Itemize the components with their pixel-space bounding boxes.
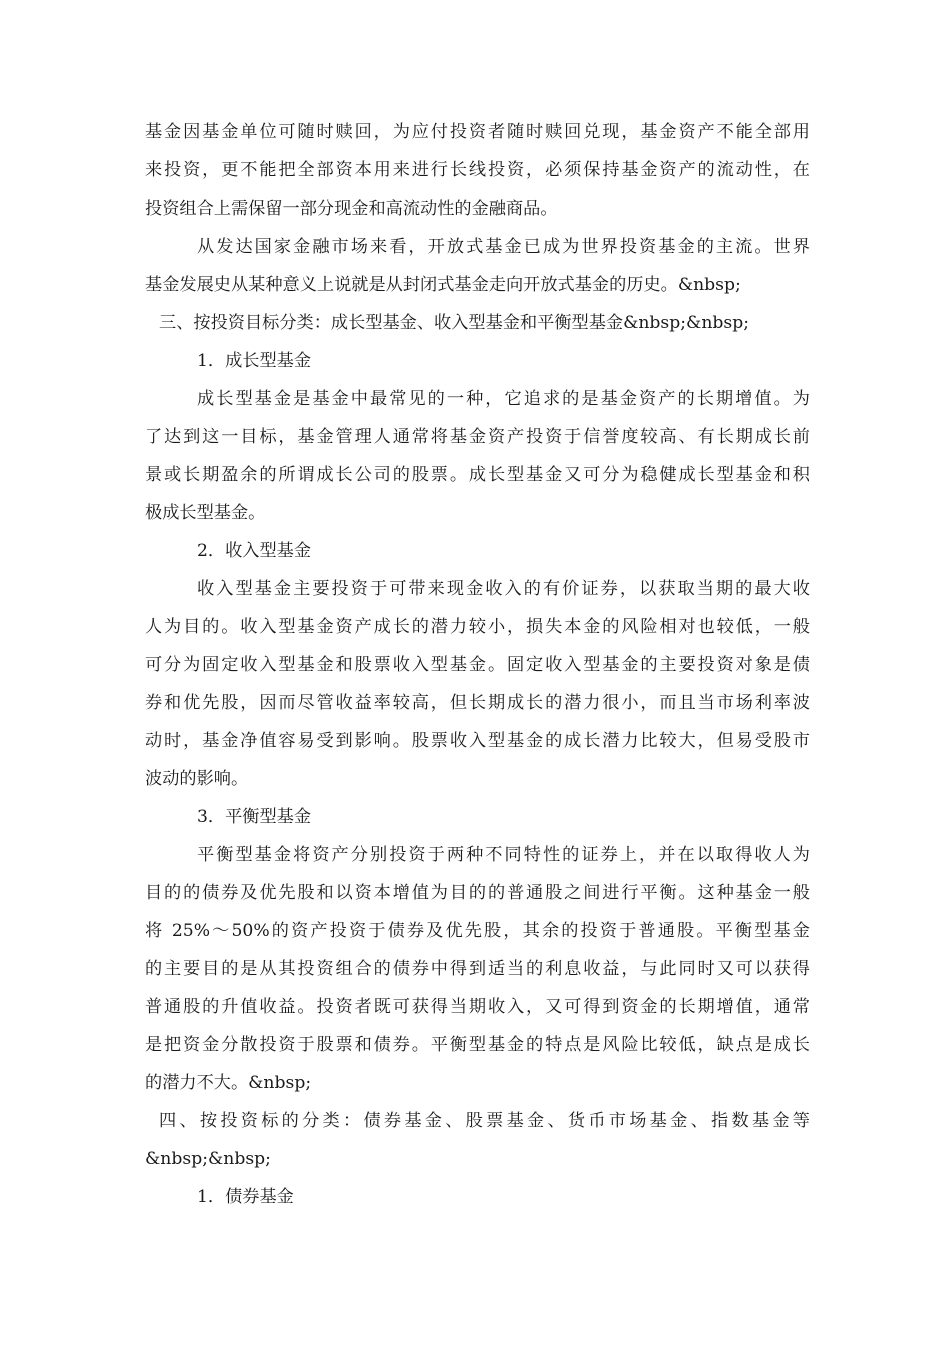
- paragraph-line: 收入型基金主要投资于可带来现金收入的有价证券，以获取当期的最大收: [197, 579, 810, 599]
- paragraph-line: 成长型基金是基金中最常见的一种，它追求的是基金资产的长期增值。为: [197, 389, 810, 409]
- paragraph-line: &nbsp;&nbsp;: [145, 1149, 271, 1169]
- subsection-heading: 3．平衡型基金: [197, 807, 312, 827]
- subsection-heading: 2．收入型基金: [197, 541, 312, 561]
- paragraph-line: 基金因基金单位可随时赎回，为应付投资者随时赎回兑现，基金资产不能全部用: [145, 122, 810, 142]
- paragraph-line: 人为目的。收入型基金资产成长的潜力较小，损失本金的风险相对也较低，一般: [145, 617, 810, 637]
- paragraph-line: 基金发展史从某种意义上说就是从封闭式基金走向开放式基金的历史。&nbsp;: [145, 275, 741, 295]
- subsection-heading: 1．成长型基金: [197, 351, 312, 371]
- paragraph-line: 目的的债券及优先股和以资本增值为目的的普通股之间进行平衡。这种基金一般: [145, 883, 810, 903]
- paragraph-line: 投资组合上需保留一部分现金和高流动性的金融商品。: [145, 199, 558, 219]
- paragraph-line: 将 25%～50%的资产投资于债券及优先股，其余的投资于普通股。平衡型基金: [145, 921, 810, 941]
- paragraph-line: 券和优先股，因而尽管收益率较高，但长期成长的潜力很小，而且当市场利率波: [145, 693, 810, 713]
- paragraph-line: 平衡型基金将资产分别投资于两种不同特性的证券上，并在以取得收人为: [197, 845, 810, 865]
- paragraph-line: 是把资金分散投资于股票和债券。平衡型基金的特点是风险比较低，缺点是成长: [145, 1035, 810, 1055]
- paragraph-line: 极成长型基金。: [145, 503, 266, 523]
- subsection-heading: 1．债券基金: [197, 1187, 294, 1207]
- paragraph-line: 普通股的升值收益。投资者既可获得当期收入，又可得到资金的长期增值，通常: [145, 997, 810, 1017]
- paragraph-line: 来投资，更不能把全部资本用来进行长线投资，必须保持基金资产的流动性，在: [145, 160, 810, 180]
- paragraph-line: 从发达国家金融市场来看，开放式基金已成为世界投资基金的主流。世界: [197, 237, 810, 257]
- section-heading: 四、按投资标的分类：债券基金、股票基金、货币市场基金、指数基金等: [159, 1111, 810, 1131]
- paragraph-line: 波动的影响。: [145, 769, 249, 789]
- paragraph-line: 可分为固定收入型基金和股票收入型基金。固定收入型基金的主要投资对象是债: [145, 655, 810, 675]
- paragraph-line: 景或长期盈余的所谓成长公司的股票。成长型基金又可分为稳健成长型基金和积: [145, 465, 810, 485]
- paragraph-line: 了达到这一目标，基金管理人通常将基金资产投资于信誉度较高、有长期成长前: [145, 427, 810, 447]
- paragraph-line: 动时，基金净值容易受到影响。股票收入型基金的成长潜力比较大，但易受股市: [145, 731, 810, 751]
- paragraph-line: 的主要目的是从其投资组合的债券中得到适当的利息收益，与此同时又可以获得: [145, 959, 810, 979]
- section-heading: 三、按投资目标分类：成长型基金、收入型基金和平衡型基金&nbsp;&nbsp;: [159, 313, 750, 333]
- paragraph-line: 的潜力不大。&nbsp;: [145, 1073, 312, 1093]
